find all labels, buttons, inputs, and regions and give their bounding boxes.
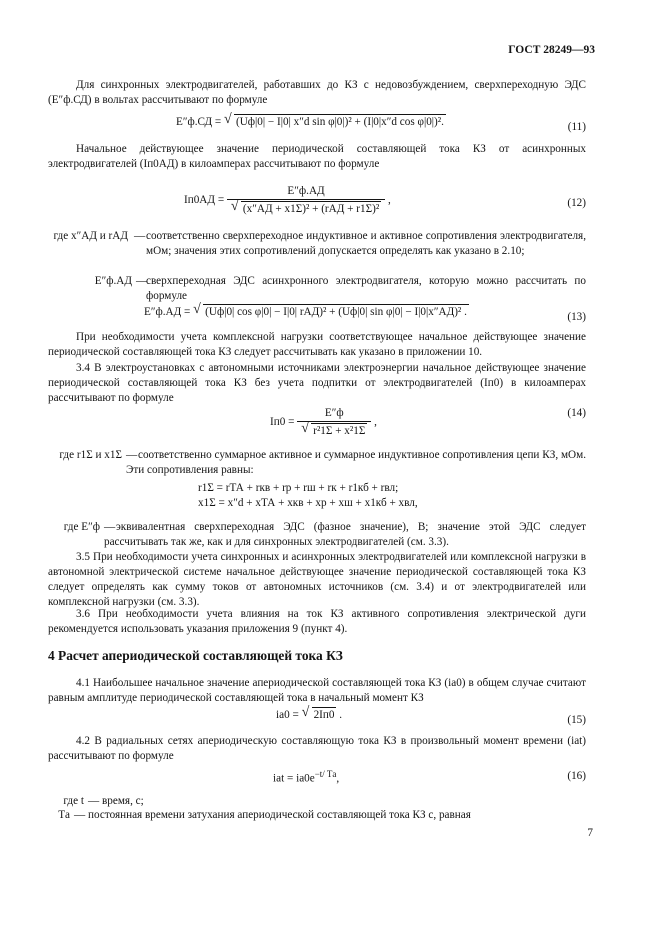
formula-16-exponent: −t/ Tа [314,769,337,779]
definition-dash: — [88,795,100,807]
definition-dash: — [134,230,146,242]
formula-12-tail: , [387,194,391,207]
paragraph-sync-motors: Для синхронных электродвигателей, работавших до КЗ с недовозбуждением, сверхпереходную ЭДС (E″ф.СД) в вольтах рассчитывают по формуле [48,79,586,106]
definition-time-constant [48,808,586,824]
paragraph-4-1: 4.1 Наибольшее начальное значение апериодической составляющей тока КЗ (iа0) в общем случае считают равным амплитуде периодической составляющей тока в начальный момент КЗ [48,677,586,704]
formula-14-tail: , [374,416,377,429]
definition-text: время, с; [102,795,144,807]
formula-14 [48,404,586,444]
formula-16 [48,763,586,791]
definition-term: E″ф.АД [94,275,132,287]
definition-term: где x″АД и rАД [53,230,128,242]
definition-text: соответственно суммарное активное и суммарное индуктивное сопротивления цепи КЗ, мОм. Эти сопротивления равны: [126,449,586,476]
formula-15-lhs: iа0 = [276,709,299,721]
formula-12-number: (12) [567,197,586,209]
definition-term: где E″ф [63,521,100,533]
formula-14-denominator: r²1Σ + x²1Σ [313,425,366,437]
equation-x-sum: x1Σ = x″d + xТА + xкв + xр + xш + x1кб + xвл, [198,497,418,509]
standard-header: ГОСТ 28249—93 [508,44,595,56]
definition-equiv-emf [48,520,586,550]
formula-13-rhs: (Uф|0| cos φ|0| − I|0| rАД)² + (Uф|0| sin φ|0| − I|0|x″АД)² . [205,306,467,318]
definition-dash: — [104,521,116,533]
definition-dash: — [74,809,86,821]
formula-14-number: (14) [567,407,586,419]
definition-dash: — [126,449,138,461]
formula-14-numerator: E″ф [324,407,344,419]
formula-12 [48,176,586,222]
definition-dash: — [136,275,148,287]
formula-12-denominator: (x″АД + x1Σ)² + (rАД + r1Σ)² [242,203,380,215]
formula-12-lhs: Iп0АД = [184,194,225,207]
formula-13 [48,304,586,332]
definition-term: Tа [58,809,70,821]
formula-11-lhs: E″ф.СД = [176,116,222,128]
formula-11 [48,114,586,142]
formula-15 [48,707,586,735]
definition-text: эквивалентная сверхпереходная ЭДС (фазное значение), В; значение этой ЭДС следует рассчитывать так же, как и для синхронных электродвигателей (см. 3.3). [104,521,586,548]
formula-11-number: (11) [567,121,586,133]
definition-term: где t [63,795,84,807]
formula-11-rhs: (Uф|0| − I|0| x″d sin φ|0|)² + (I|0|x″d cos φ|0|)². [235,116,444,128]
definition-emf-async [48,274,586,304]
definition-text: соответственно сверхпереходное индуктивное и активное сопротивления электродвигателя, мОм; значения этих сопротивлений допускается определять как указано в 2.10; [146,230,586,257]
paragraph-3-6: 3.6 При необходимости учета влияния на ток КЗ активного сопротивления электрической дуги рекомендуется использовать указания приложения 9 (пункт 4). [48,608,586,635]
formula-16-lhs: iаt = iа0e [273,772,315,785]
formula-13-lhs: E″ф.АД = [144,306,191,318]
formula-15-rhs: 2Iп0 [313,709,335,721]
paragraph-async-motors: Начальное действующее значение периодической составляющей тока КЗ от асинхронных электродвигателей (Iп0АД) в килоамперах рассчитывают по формуле [48,143,586,170]
formula-15-number: (15) [567,714,586,726]
definition-x-r-motor [48,229,586,273]
paragraph-4-2: 4.2 В радиальных сетях апериодическую составляющую тока КЗ в произвольный момент времени (iаt) рассчитывают по формуле [48,735,586,762]
definition-term: где r1Σ и x1Σ [59,449,122,461]
definition-text: сверхпереходная ЭДС асинхронного электродвигателя, которую можно рассчитать по формуле [146,275,586,302]
paragraph-3-4: 3.4 В электроустановках с автономными источниками электроэнергии начальное действующее значение периодической составляющей тока КЗ без учета подпитки от электродвигателей (Iп0) в килоамперах рассчитывают по формуле [48,362,586,404]
section-heading-4: 4 Расчет апериодической составляющей тока КЗ [48,648,343,663]
formula-13-number: (13) [567,311,586,323]
definition-text: постоянная времени затухания апериодической составляющей тока КЗ с, равная [88,809,471,821]
page-number: 7 [587,827,593,839]
formula-12-numerator: E″ф.АД [287,185,325,197]
formula-14-lhs: Iп0 = [270,416,295,429]
paragraph-3-5: 3.5 При необходимости учета синхронных и асинхронных электродвигателей или комплексной нагрузки в автономной электрической системе начальное действующее значение периодической составляющей тока КЗ следует определять как сумму токов от автономных источников (см. 3.4) и от электродвигателей или комплексной нагрузки (см. 3.3). [48,551,586,608]
formula-16-tail: , [336,772,340,785]
definition-r-x-sum [48,448,586,478]
paragraph-complex-load: При необходимости учета комплексной нагрузки соответствующее начальное действующее значение периодической составляющей тока КЗ следует рассчитывать как указано в приложении 10. [48,331,586,358]
equation-r-sum: r1Σ = rТА + rкв + rр + rш + rк + r1кб + rвл; [198,482,399,494]
formula-15-tail: . [339,709,343,721]
formula-16-number: (16) [567,770,586,782]
